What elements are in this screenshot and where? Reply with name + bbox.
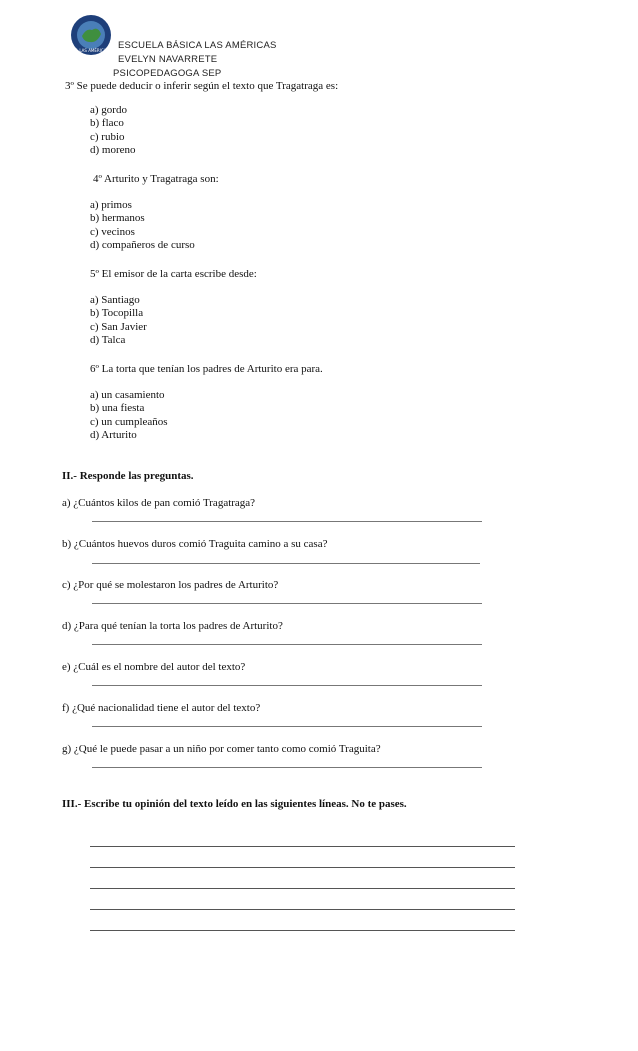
opinion-line-3[interactable] [90, 888, 515, 889]
q5-option-c: c) San Javier [90, 321, 147, 333]
q6-option-a: a) un casamiento [90, 389, 165, 401]
section-3-title: III.- Escribe tu opinión del texto leído en las siguientes líneas. No te pases. [62, 798, 407, 810]
section-2-title: II.- Responde las preguntas. [62, 470, 194, 482]
q6-option-d: d) Arturito [90, 429, 137, 441]
question-3: 3º Se puede deducir o inferir según el texto que Tragatraga es: [65, 80, 339, 92]
answer-line-a[interactable] [92, 521, 482, 522]
question-6: 6º La torta que tenían los padres de Arturito era para. [90, 363, 323, 375]
q5-option-d: d) Talca [90, 334, 126, 346]
answer-line-g[interactable] [92, 767, 482, 768]
open-question-a: a) ¿Cuántos kilos de pan comió Tragatraga? [62, 497, 256, 509]
q3-option-b: b) flaco [90, 117, 124, 129]
school-logo [59, 14, 123, 56]
q3-option-c: c) rubio [90, 131, 125, 143]
question-5: 5º El emisor de la carta escribe desde: [90, 268, 257, 280]
opinion-line-2[interactable] [90, 867, 515, 868]
answer-line-c[interactable] [92, 603, 482, 604]
teacher-name: EVELYN NAVARRETE [118, 54, 218, 65]
q3-option-d: d) moreno [90, 144, 136, 156]
answer-line-d[interactable] [92, 644, 482, 645]
q3-option-a: a) gordo [90, 104, 127, 116]
q4-option-a: a) primos [90, 199, 132, 211]
school-name: ESCUELA BÁSICA LAS AMÉRICAS [118, 40, 277, 51]
open-question-b: b) ¿Cuántos huevos duros comió Traguita camino a su casa? [62, 538, 328, 550]
q4-option-d: d) compañeros de curso [90, 239, 195, 251]
open-question-c: c) ¿Por qué se molestaron los padres de Arturito? [62, 579, 279, 591]
q6-option-b: b) una fiesta [90, 402, 145, 414]
open-question-g: g) ¿Qué le puede pasar a un niño por comer tanto como comió Traguita? [62, 743, 381, 755]
q4-option-b: b) hermanos [90, 212, 145, 224]
logo-lettering: ESCUELA LAS AMÉRICAS Maipú [59, 48, 123, 53]
q6-option-c: c) un cumpleaños [90, 416, 168, 428]
open-question-f: f) ¿Qué nacionalidad tiene el autor del texto? [62, 702, 261, 714]
teacher-role: PSICOPEDAGOGA SEP [113, 68, 222, 79]
open-question-d: d) ¿Para qué tenían la torta los padres de Arturito? [62, 620, 283, 632]
q5-option-a: a) Santiago [90, 294, 140, 306]
question-4: 4º Arturito y Tragatraga son: [93, 173, 219, 185]
q4-option-c: c) vecinos [90, 226, 135, 238]
opinion-line-4[interactable] [90, 909, 515, 910]
answer-line-b[interactable] [92, 563, 480, 564]
answer-line-f[interactable] [92, 726, 482, 727]
open-question-e: e) ¿Cuál es el nombre del autor del texto? [62, 661, 246, 673]
opinion-line-5[interactable] [90, 930, 515, 931]
q5-option-b: b) Tocopilla [90, 307, 144, 319]
answer-line-e[interactable] [92, 685, 482, 686]
opinion-line-1[interactable] [90, 846, 515, 847]
